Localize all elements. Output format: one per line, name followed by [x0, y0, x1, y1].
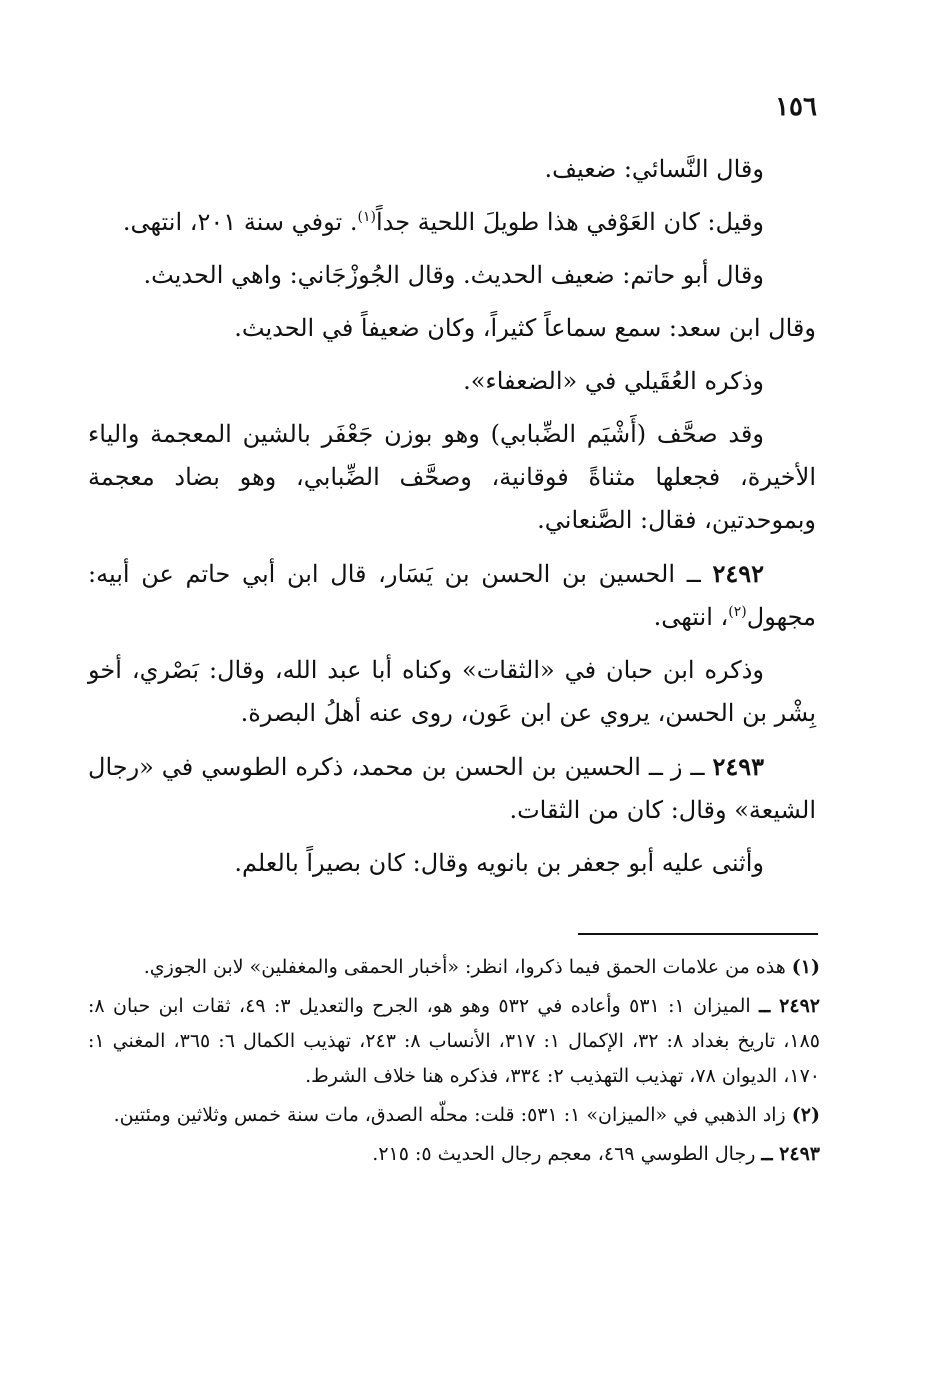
page-number: ١٥٦: [775, 92, 817, 122]
footnote-entry-2493: ٢٤٩٣ ــ رجال الطوسي ٤٦٩، معجم رجال الحديث ٥: ٢١٥.: [372, 1143, 820, 1165]
paragraph: وقال ابن سعد: سمع سماعاً كثيراً، وكان ضعيفاً في الحديث.: [234, 314, 816, 342]
paragraph: وقد صحَّف (أَشْيَم الضِّبابي) وهو بوزن جَعْفَر بالشين المعجمة والياء الأخيرة، فجعلها مثناةً فوقانية، وصحَّف الضِّبابي، وهو بضاد معجمة وبموحدتين، فقال: الصَّنعاني.: [88, 420, 816, 534]
footnote-ref[interactable]: (٢): [728, 604, 747, 620]
footnote-1: (١) هذه من علامات الحمق فيما ذكروا، انظر: «أخبار الحمقى والمغفلين» لابن الجوزي.: [143, 956, 820, 978]
footnote-entry-2492: ٢٤٩٢ ــ الميزان ١: ٥٣١ وأعاده في ٥٣٢ وهو هو، الجرح والتعديل ٣: ٤٩، ثقات ابن حبان ٨: ١٨٥، تاريخ بغداد ٨: ٣٢، الإكمال ١: ٣١٧، الأنساب ٨: ٢٤٣، تهذيب الكمال ٦: ٣٦٥، المغني ١: ١٧٠، الديوان ٧٨، تهذيب التهذيب ٢: ٣٣٤، فذكره هنا خلاف الشرط.: [88, 995, 821, 1087]
footnote-divider: [578, 933, 818, 935]
entry-number: ٢٤٩٢: [712, 559, 764, 588]
entry-number: ٢٤٩٣: [712, 752, 764, 781]
footnote-2: (٢) زاد الذهبي في «الميزان» ١: ٥٣١: قلت: محلّه الصدق، مات سنة خمس وثلاثين ومئتين.: [113, 1104, 820, 1126]
paragraph: وذكره ابن حبان في «الثقات» وكناه أبا عبد الله، وقال: بَصْري، أخو بِشْر بن الحسن، يروي عن ابن عَون، روى عنه أهلُ البصرة.: [88, 656, 816, 727]
footnote-ref[interactable]: (١): [357, 209, 376, 225]
main-text: [88, 148, 816, 895]
paragraph: وقال أبو حاتم: ضعيف الحديث. وقال الجُوزْجَاني: واهي الحديث.: [143, 261, 764, 289]
paragraph: وقال النَّسائي: ضعيف.: [544, 155, 764, 183]
paragraph: وقيل: كان العَوْفي هذا طويلَ اللحية جداً$^{(١)}$. توفي سنة ٢٠١، انتهى.: [122, 208, 764, 236]
paragraph: وأثنى عليه أبو جعفر بن بانويه وقال: كان بصيراً بالعلم.: [234, 849, 764, 877]
entry-2493: ٢٤٩٣ ــ ز ــ الحسين بن الحسن بن محمد، ذكره الطوسي في «رجال الشيعة» وقال: كان من الثقات.: [88, 752, 816, 824]
entry-2492: ٢٤٩٢ ــ الحسين بن الحسن بن يَسَار، قال ابن أبي حاتم عن أبيه: مجهول$^{(٢)}$، انتهى.: [88, 559, 816, 631]
footnotes: [88, 950, 820, 1176]
paragraph: وذكره العُقَيلي في «الضعفاء».: [463, 367, 764, 395]
